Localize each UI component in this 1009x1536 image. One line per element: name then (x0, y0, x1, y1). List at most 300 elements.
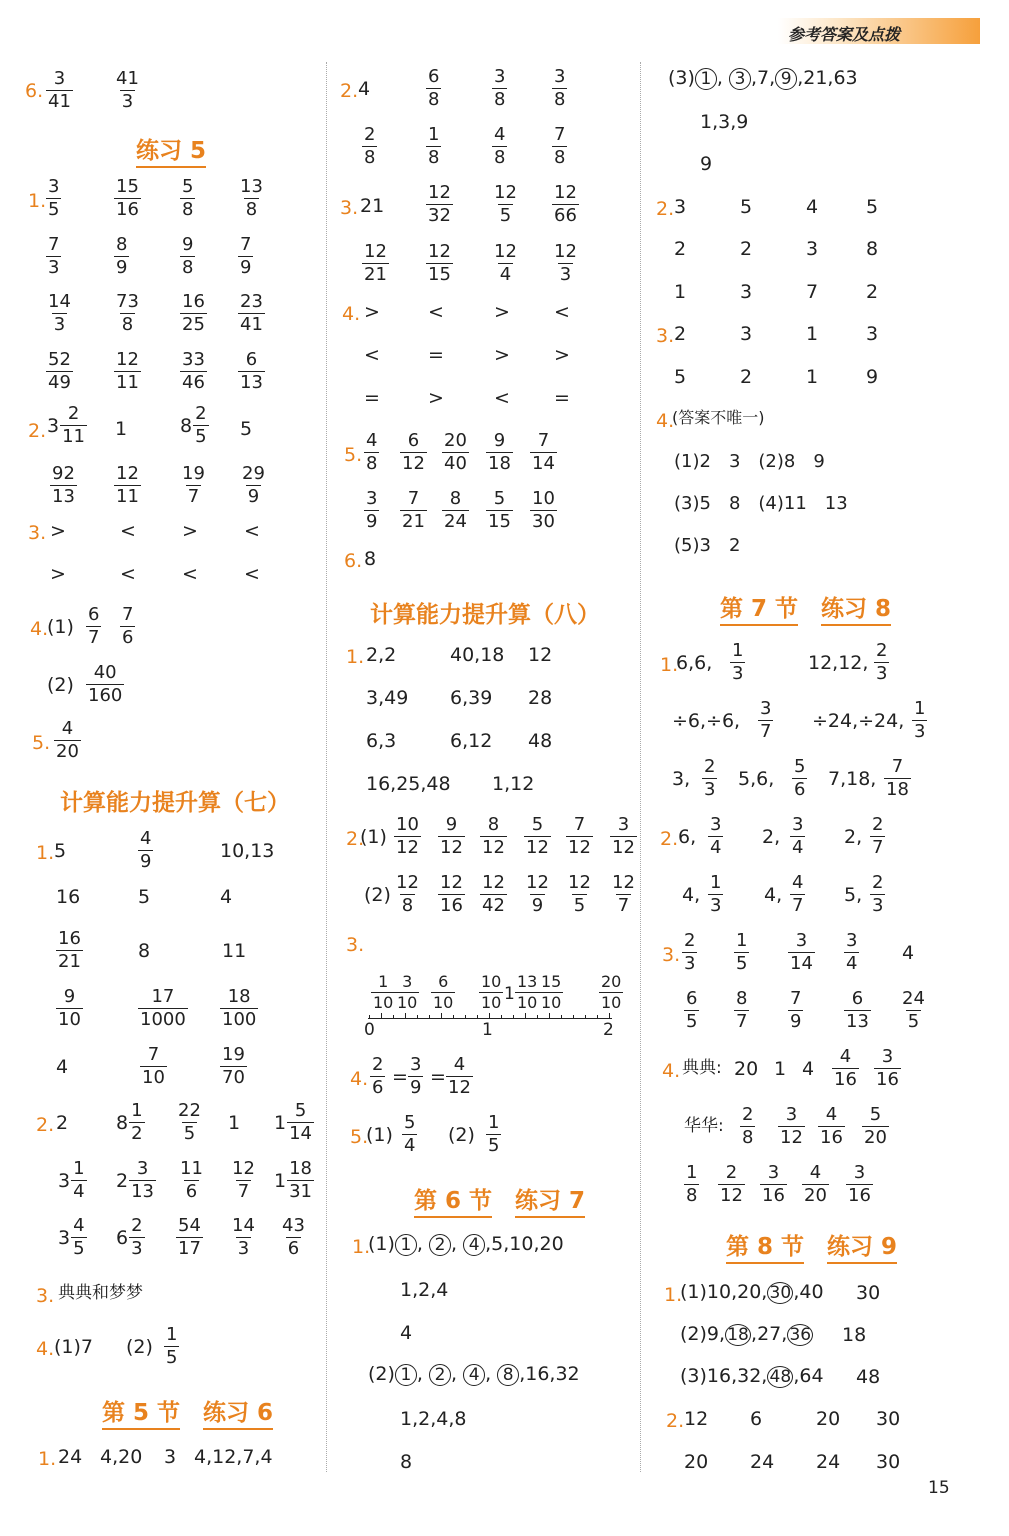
fraction: $\frac{10}{12}$ (396, 814, 419, 858)
circled-number: 1 (395, 1234, 417, 1256)
fraction: $\frac{2}{3}$ (684, 930, 696, 974)
answer-value: 2 (56, 1112, 69, 1134)
fraction: $\frac{9}{10}$ (58, 986, 81, 1030)
mixed-number: 2 $\frac{3}{13}$ (116, 1158, 154, 1202)
circled-number: 2 (429, 1234, 451, 1256)
answer-value: 8 (400, 1451, 413, 1473)
answer-value: 5 (674, 366, 687, 388)
question-number: 1. (346, 646, 365, 668)
answer-value: ÷6,÷6, (672, 710, 741, 732)
answer-value: (1)2 3 (2)8 9 (674, 451, 825, 472)
number-line-minor-tick (369, 1015, 370, 1019)
answer-value: 30 (876, 1451, 901, 1473)
comparison-symbol: < (428, 301, 444, 323)
section-heading: 第 5 节 练习 6 (102, 1394, 273, 1427)
answer-value: 10,13 (220, 840, 275, 862)
fraction: $\frac{4}{20}$ (56, 718, 79, 762)
answer-value: 18 (842, 1324, 867, 1346)
question-number: 5. (344, 444, 363, 466)
comparison-symbol: < (244, 520, 260, 542)
fraction: $\frac{1}{3}$ (914, 698, 926, 742)
multiples-list: (1)10,20, 30 ,40 (680, 1281, 824, 1303)
answer-value: 5,6, (738, 768, 775, 790)
answer-value: (1)7 (54, 1336, 94, 1358)
fraction: $\frac{7}{9}$ (240, 234, 252, 278)
answer-value: 9 (700, 153, 713, 175)
question-number: 3. (662, 944, 681, 966)
fraction: $\frac{9}{8}$ (182, 234, 194, 278)
fraction: $\frac{3}{4}$ (710, 814, 722, 858)
multiples-list: (3)16,32, 48 ,64 (680, 1365, 824, 1387)
comparison-symbol: < (554, 301, 570, 323)
fraction: $\frac{7}{6}$ (122, 604, 134, 648)
answer-value: 24 (816, 1451, 841, 1473)
answer-value: (3)5 8 (4)11 13 (674, 493, 848, 514)
answer-value: 24 (750, 1451, 775, 1473)
fraction: $\frac{54}{17}$ (178, 1215, 201, 1259)
fraction: $\frac{3}{14}$ (790, 930, 813, 974)
fraction: $\frac{4}{12}$ (448, 1054, 471, 1098)
number-line-minor-tick (597, 1015, 598, 1019)
column-divider (640, 62, 641, 1472)
fraction: $\frac{5}{12}$ (526, 814, 549, 858)
header-title: 参考答案及点拨 (788, 25, 901, 44)
fraction: $\frac{2}{3}$ (876, 640, 888, 684)
fraction: $\frac{40}{160}$ (88, 662, 123, 706)
fraction: $\frac{4}{16}$ (820, 1104, 843, 1148)
answer-value: 2 (740, 366, 753, 388)
fraction: $\frac{3}{16}$ (848, 1162, 871, 1206)
circled-number: 3 (729, 68, 751, 90)
answer-value: 4 (806, 196, 819, 218)
fraction: $\frac{6}{7}$ (88, 604, 100, 648)
answer-value: 3 (740, 281, 753, 303)
fraction: $\frac{12}{4}$ (494, 241, 517, 285)
answer-value: 1 (228, 1112, 241, 1134)
circled-number: 1 (395, 1364, 417, 1386)
answer-value: 3 (866, 323, 879, 345)
question-number: 2. (656, 198, 675, 220)
comparison-symbol: > (494, 301, 510, 323)
fraction: $\frac{7}{9}$ (790, 988, 802, 1032)
answer-value: 4 (56, 1056, 69, 1078)
comparison-symbol: = (428, 344, 444, 366)
number-line-minor-tick (453, 1015, 454, 1019)
question-number: 2. (666, 1410, 685, 1432)
answer-value: 40,18 (450, 644, 505, 666)
fraction: $\frac{13}{8}$ (240, 176, 263, 220)
answer-value: 3,49 (366, 687, 409, 709)
fraction: $\frac{2}{3}$ (704, 756, 716, 800)
fraction: $\frac{7}{10}$ (142, 1044, 165, 1088)
answer-value: 4, (764, 884, 783, 906)
fraction: $\frac{7}{12}$ (568, 814, 591, 858)
section-heading: 计算能力提升算（八） (370, 602, 600, 628)
question-number: 2. (660, 828, 679, 850)
answer-value: 8 (866, 238, 879, 260)
fraction: $\frac{19}{70}$ (222, 1044, 245, 1088)
answer-value: 4 (220, 886, 233, 908)
fraction: $\frac{5}{4}$ (404, 1112, 416, 1156)
answer-value: ÷24,÷24, (812, 710, 905, 732)
mixed-number: 8 $\frac{2}{5}$ (180, 403, 207, 447)
fraction: $\frac{1}{5}$ (166, 1324, 178, 1368)
fraction: $\frac{7}{21}$ (402, 488, 425, 532)
circled-number: 48 (767, 1366, 793, 1388)
fraction: $\frac{16}{25}$ (182, 291, 205, 335)
fraction: $\frac{2}{7}$ (872, 814, 884, 858)
answer-value: 12,12, (808, 652, 869, 674)
section-heading: 第 7 节 练习 8 (720, 590, 891, 623)
answer-value: 1 (806, 323, 819, 345)
answer-value: 1 (806, 366, 819, 388)
fraction: $\frac{1}{5}$ (736, 930, 748, 974)
question-number: 5. (32, 732, 51, 754)
fraction: $\frac{10}{30}$ (532, 488, 555, 532)
section-heading: 第 6 节 练习 7 (414, 1182, 585, 1215)
fraction: $\frac{12}{15}$ (428, 241, 451, 285)
equals-sign: = (392, 1066, 408, 1088)
fraction: $\frac{5}{15}$ (488, 488, 511, 532)
fraction: $\frac{33}{46}$ (182, 349, 205, 393)
fraction: $\frac{92}{13}$ (52, 463, 75, 507)
question-number: 4. (342, 303, 361, 325)
divisor-list: (1) 1 , 2 , 4 ,5,10,20 (368, 1233, 564, 1255)
question-number: 1. (38, 1448, 57, 1470)
question-number: 1. (664, 1284, 683, 1306)
comparison-symbol: < (364, 344, 380, 366)
part-label: (1) (47, 616, 74, 638)
fraction: $\frac{20}{40}$ (444, 430, 467, 474)
fraction: $\frac{4}{16}$ (834, 1046, 857, 1090)
fraction: $\frac{2}{8}$ (742, 1104, 754, 1148)
question-number: 6. (344, 550, 363, 572)
number-line-label: 1 (482, 1020, 493, 1040)
fraction: $\frac{11}{6}$ (180, 1158, 203, 1202)
multiples-list: (2)9, 18 ,27, 36 (680, 1324, 813, 1346)
section-heading: 第 8 节 练习 9 (726, 1228, 897, 1261)
fraction: $\frac{3}{12}$ (780, 1104, 803, 1148)
answer-value: 16,25,48 (366, 773, 451, 795)
fraction: $\frac{12}{21}$ (364, 241, 387, 285)
answer-value: 11 (222, 940, 247, 962)
fraction: $\frac{3}{4}$ (846, 930, 858, 974)
answer-value: 1 (674, 281, 687, 303)
fraction: $\frac{4}{8}$ (494, 124, 506, 168)
section-heading: 练习 5 (136, 132, 206, 165)
fraction: $\frac{22}{5}$ (178, 1100, 201, 1144)
answer-value: 1,3,9 (700, 111, 749, 133)
number-line-fraction: $\frac{6}{10}$ (433, 972, 454, 1012)
fraction: $\frac{14}{3}$ (232, 1215, 255, 1259)
fraction: $\frac{3}{9}$ (366, 488, 378, 532)
fraction: $\frac{17}{1000}$ (140, 986, 186, 1030)
fraction: $\frac{15}{16}$ (116, 176, 139, 220)
fraction: $\frac{12}{16}$ (440, 872, 463, 916)
answer-value: 24 (58, 1446, 83, 1468)
answer-value: 5 (54, 840, 67, 862)
question-number: 1. (660, 654, 679, 676)
comparison-symbol: = (554, 387, 570, 409)
fraction: $\frac{12}{7}$ (612, 872, 635, 916)
answer-value: 2, (762, 826, 781, 848)
question-number: 5. (350, 1126, 369, 1148)
fraction: $\frac{7}{18}$ (886, 756, 909, 800)
number-line-minor-tick (465, 1015, 466, 1019)
fraction: $\frac{6}{13}$ (240, 349, 263, 393)
question-number: 2. (346, 828, 365, 850)
answer-value: 1,2,4,8 (400, 1408, 467, 1430)
fraction: $\frac{12}{5}$ (494, 182, 517, 226)
question-number: 4. (30, 618, 49, 640)
circled-number: 18 (725, 1324, 751, 1346)
comparison-symbol: < (120, 563, 136, 585)
fraction: $\frac{1}{5}$ (488, 1112, 500, 1156)
fraction: $\frac{7}{3}$ (48, 234, 60, 278)
mixed-number: 3 $\frac{1}{4}$ (58, 1158, 85, 1202)
question-number: 3. (28, 522, 47, 544)
fraction: $\frac{3}{9}$ (410, 1054, 422, 1098)
fraction: $\frac{6}{13}$ (846, 988, 869, 1032)
answer-value: 4, (682, 884, 701, 906)
fraction: $\frac{5}{8}$ (182, 176, 194, 220)
question-number: 4. (350, 1068, 369, 1090)
comparison-symbol: > (554, 344, 570, 366)
fraction: $\frac{19}{7}$ (182, 463, 205, 507)
comparison-symbol: < (182, 563, 198, 585)
question-number: 1. (28, 190, 47, 212)
comparison-symbol: < (244, 563, 260, 585)
fraction: $\frac{2}{8}$ (364, 124, 376, 168)
number-line-minor-tick (609, 1015, 610, 1019)
fraction: $\frac{5}{20}$ (864, 1104, 887, 1148)
fraction: $\frac{29}{9}$ (242, 463, 265, 507)
fraction: $\frac{12}{5}$ (568, 872, 591, 916)
fraction: $\frac{73}{8}$ (116, 291, 139, 335)
answer-value: (5)3 2 (674, 535, 741, 556)
fraction: $\frac{3}{41}$ (48, 68, 71, 112)
answer-note: (答案不唯一) (672, 408, 765, 427)
answer-value: 1,2,4 (400, 1279, 449, 1301)
fraction: $\frac{41}{3}$ (116, 68, 139, 112)
part-label: (2) (364, 884, 391, 906)
number-line-fraction: $\frac{1}{10}$ (373, 972, 394, 1012)
answer-value: 12 (684, 1408, 709, 1430)
fraction: $\frac{1}{8}$ (686, 1162, 698, 1206)
fraction: $\frac{3}{8}$ (494, 66, 506, 110)
answer-value: 4 (802, 1058, 815, 1080)
answer-value: 30 (856, 1282, 881, 1304)
comparison-symbol: < (120, 520, 136, 542)
number-line-fraction: $\frac{13}{10}$ (517, 972, 538, 1012)
answer-value: 48 (856, 1366, 881, 1388)
student-label: 华华: (684, 1116, 724, 1136)
number-line-minor-tick (549, 1015, 550, 1019)
fraction: $\frac{43}{6}$ (282, 1215, 305, 1259)
fraction: $\frac{12}{42}$ (482, 872, 505, 916)
question-number: 1. (36, 842, 55, 864)
comparison-symbol: > (364, 301, 380, 323)
answer-value: 12 (528, 644, 553, 666)
fraction: $\frac{8}{9}$ (116, 234, 128, 278)
answer-value: 20 (816, 1408, 841, 1430)
number-line-minor-tick (417, 1015, 418, 1019)
page-number: 15 (928, 1478, 950, 1498)
fraction: $\frac{9}{12}$ (440, 814, 463, 858)
comparison-symbol: = (364, 387, 380, 409)
comparison-symbol: > (50, 563, 66, 585)
answer-value: 28 (528, 687, 553, 709)
fraction: $\frac{3}{12}$ (612, 814, 635, 858)
fraction: $\frac{16}{21}$ (58, 928, 81, 972)
answer-value: 4 (358, 78, 371, 100)
circled-number: 4 (463, 1234, 485, 1256)
answer-value: 5 (240, 418, 253, 440)
fraction: $\frac{6}{8}$ (428, 66, 440, 110)
answer-value: 4 (400, 1322, 413, 1344)
fraction: $\frac{12}{11}$ (116, 349, 139, 393)
answer-value: 16 (56, 886, 81, 908)
answer-value: 7 (806, 281, 819, 303)
number-line-label: 1 (504, 984, 515, 1004)
fraction: $\frac{24}{5}$ (902, 988, 925, 1032)
fraction: $\frac{5}{6}$ (794, 756, 806, 800)
mixed-number: 6 $\frac{2}{3}$ (116, 1215, 143, 1259)
answer-value: 8 (364, 548, 377, 570)
fraction: $\frac{14}{3}$ (48, 291, 71, 335)
fraction: $\frac{12}{32}$ (428, 182, 451, 226)
answer-value: 7,18, (828, 768, 877, 790)
answer-value: 1 (115, 418, 128, 440)
question-number: 2. (28, 420, 47, 442)
answer-value: 4,12,7,4 (194, 1446, 273, 1468)
answer-value: 48 (528, 730, 553, 752)
answer-value: 20 (734, 1058, 759, 1080)
question-number: 4. (36, 1338, 55, 1360)
answer-value: 6 (750, 1408, 763, 1430)
fraction: $\frac{23}{41}$ (240, 291, 263, 335)
circled-number: 9 (775, 68, 797, 90)
number-line-minor-tick (537, 1015, 538, 1019)
fraction: $\frac{52}{49}$ (48, 349, 71, 393)
question-number: 3. (340, 197, 359, 219)
question-number: 3. (656, 325, 675, 347)
number-line-minor-tick (573, 1015, 574, 1019)
fraction: $\frac{7}{14}$ (532, 430, 555, 474)
answer-value: 9 (866, 366, 879, 388)
fraction: $\frac{3}{4}$ (792, 814, 804, 858)
answer-value: 3, (672, 768, 691, 790)
number-line-minor-tick (393, 1015, 394, 1019)
answer-value: 2 (866, 281, 879, 303)
part-label: (2) (126, 1336, 153, 1358)
mixed-number: 1 $\frac{18}{31}$ (274, 1158, 312, 1202)
section-heading: 计算能力提升算（七） (60, 790, 290, 816)
answer-value: 6,6, (676, 652, 713, 674)
mixed-number: 3 $\frac{4}{5}$ (58, 1215, 85, 1259)
circled-number: 8 (497, 1364, 519, 1386)
number-line-minor-tick (429, 1015, 430, 1019)
answer-value: 6,39 (450, 687, 493, 709)
fraction: $\frac{12}{7}$ (232, 1158, 255, 1202)
mixed-number: 3 $\frac{2}{11}$ (47, 403, 85, 447)
answer-value: 30 (876, 1408, 901, 1430)
question-number: 2. (36, 1114, 55, 1136)
fraction: $\frac{3}{7}$ (760, 698, 772, 742)
number-line-fraction: $\frac{15}{10}$ (541, 972, 562, 1012)
answer-value: 2 (674, 323, 687, 345)
fraction: $\frac{8}{7}$ (736, 988, 748, 1032)
fraction: $\frac{2}{3}$ (872, 872, 884, 916)
answer-value: 1,12 (492, 773, 535, 795)
divisor-list: (2) 1 , 2 , 4 , 8 ,16,32 (368, 1363, 580, 1385)
answer-value: 典典和梦梦 (58, 1283, 143, 1303)
fraction: $\frac{12}{66}$ (554, 182, 577, 226)
number-line-fraction: $\frac{10}{10}$ (481, 972, 502, 1012)
answer-value: 8 (138, 940, 151, 962)
answer-value: 3 (674, 196, 687, 218)
part-label: (2) (47, 674, 74, 696)
question-number: 4. (656, 410, 675, 432)
part-label: (2) (448, 1124, 475, 1146)
number-line-minor-tick (513, 1015, 514, 1019)
number-line-label: 0 (364, 1020, 375, 1040)
fraction: $\frac{1}{8}$ (428, 124, 440, 168)
fraction: $\frac{4}{20}$ (804, 1162, 827, 1206)
circled-number: 30 (767, 1282, 793, 1304)
number-line-label: 2 (603, 1020, 614, 1040)
fraction: $\frac{2}{6}$ (372, 1054, 384, 1098)
number-line-minor-tick (501, 1015, 502, 1019)
number-line-minor-tick (381, 1015, 382, 1019)
fraction: $\frac{6}{12}$ (402, 430, 425, 474)
fraction: $\frac{12}{8}$ (396, 872, 419, 916)
number-line-fraction: $\frac{3}{10}$ (397, 972, 418, 1012)
part-label: (1) (360, 826, 387, 848)
answer-value: 2,2 (366, 644, 397, 666)
answer-value: 20 (684, 1451, 709, 1473)
fraction: $\frac{8}{12}$ (482, 814, 505, 858)
fraction: $\frac{2}{12}$ (720, 1162, 743, 1206)
number-line-minor-tick (585, 1015, 586, 1019)
fraction: $\frac{3}{16}$ (762, 1162, 785, 1206)
number-line-fraction: $\frac{20}{10}$ (601, 972, 622, 1012)
mixed-number: 8 $\frac{1}{2}$ (116, 1100, 143, 1144)
circled-number: 2 (429, 1364, 451, 1386)
answer-value: 6,12 (450, 730, 493, 752)
fraction: $\frac{3}{8}$ (554, 66, 566, 110)
number-line-minor-tick (561, 1015, 562, 1019)
answer-value: 1 (774, 1058, 787, 1080)
fraction: $\frac{9}{18}$ (488, 430, 511, 474)
fraction: $\frac{4}{8}$ (366, 430, 378, 474)
fraction: $\frac{3}{5}$ (48, 176, 60, 220)
answer-value: 3 (806, 238, 819, 260)
student-label: 典典: (682, 1058, 722, 1078)
answer-value: 5 (866, 196, 879, 218)
comparison-symbol: > (428, 387, 444, 409)
question-number: 4. (662, 1060, 681, 1082)
header-banner (778, 18, 980, 44)
fraction: $\frac{4}{9}$ (140, 828, 152, 872)
circled-number: 1 (695, 68, 717, 90)
mixed-number: 1 $\frac{5}{14}$ (274, 1100, 312, 1144)
fraction: $\frac{8}{24}$ (444, 488, 467, 532)
number-line-minor-tick (405, 1015, 406, 1019)
answer-value: 3 (740, 323, 753, 345)
answer-value: 21 (360, 195, 385, 217)
fraction: $\frac{6}{5}$ (686, 988, 698, 1032)
